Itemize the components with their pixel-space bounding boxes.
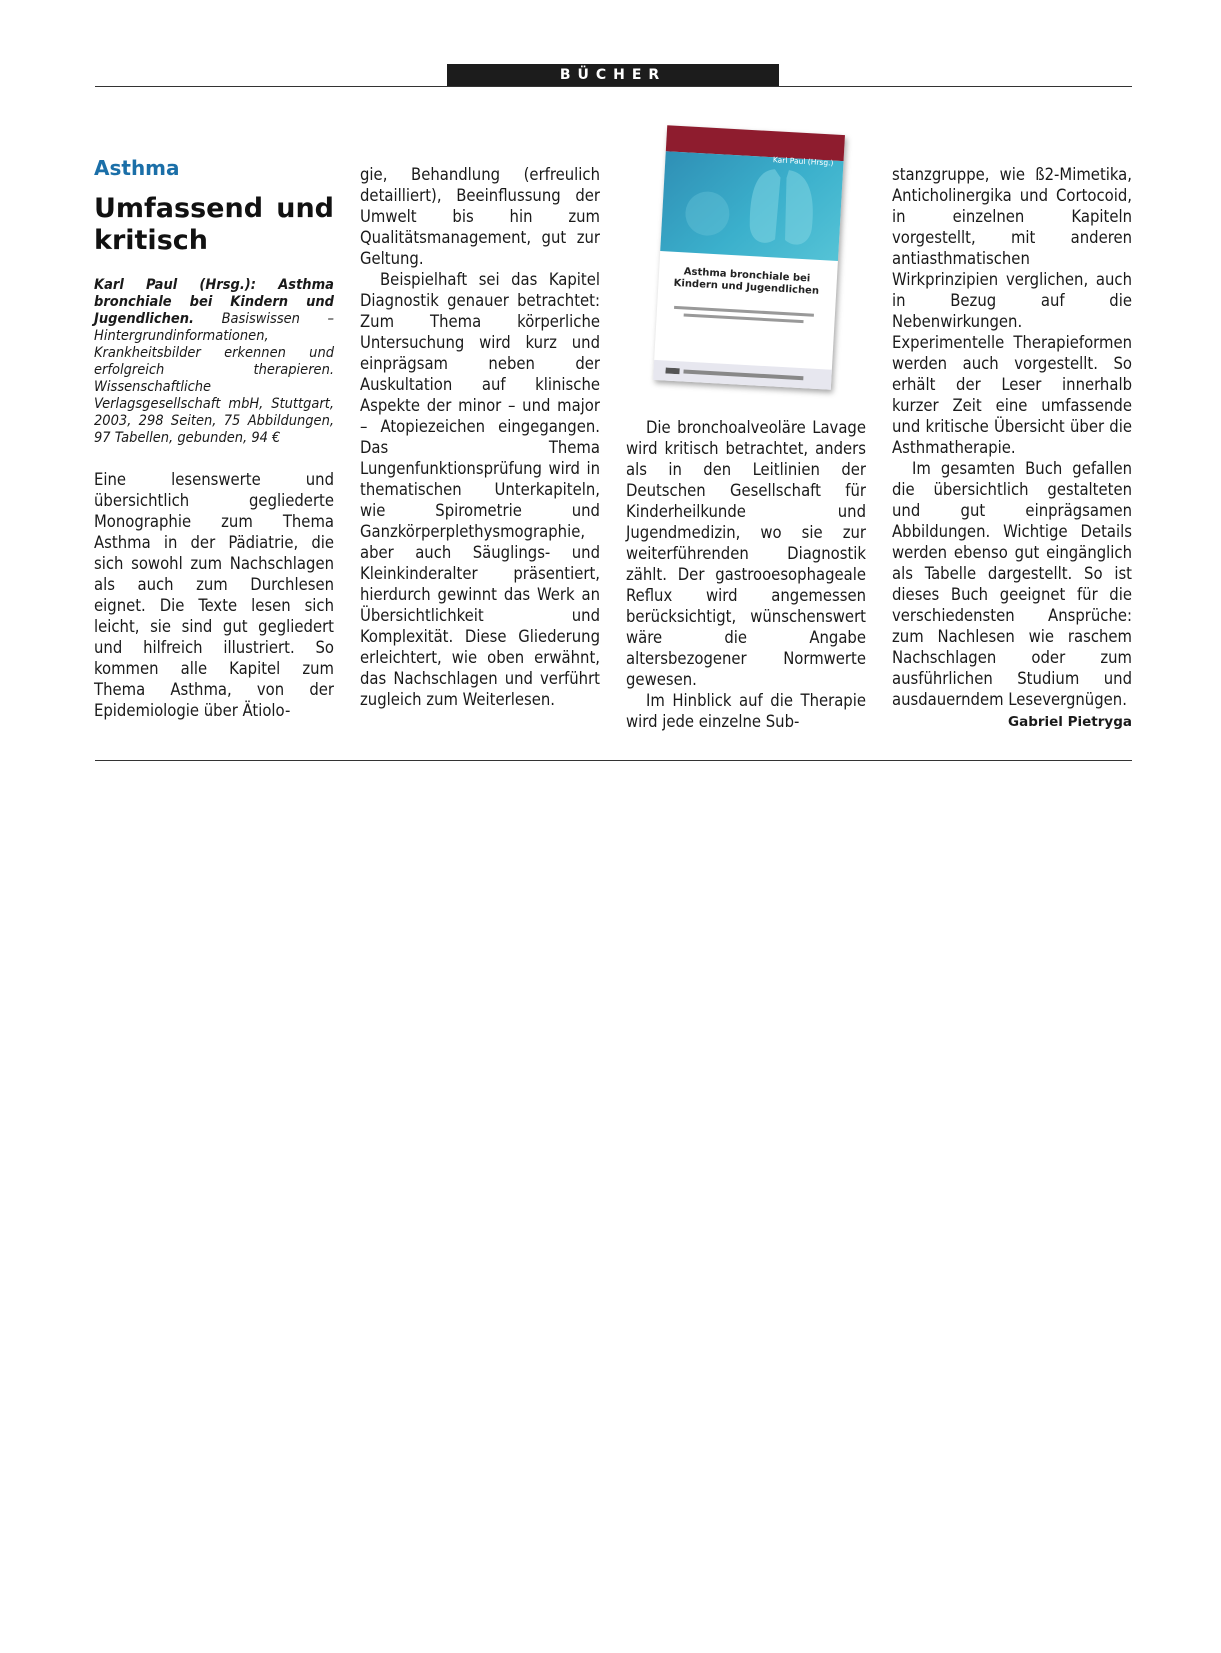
- cover-title: Asthma bronchiale bei Kindern und Jugendlichen: [673, 266, 820, 297]
- bibliographic-info: [94, 277, 334, 447]
- book-cover: [653, 125, 845, 390]
- paragraph-text: Im gesamten Buch gefallen die übersichtlich gestalteten und gut einprägsamen Abbildungen. Wichtige Details werden ebenso gut eingänglich als Tabelle dargestellt. So ist dieses Buch geeignet für die verschiedensten Ansprüche: zum Nachlesen wie raschem Nachschlagen oder zum ausführlichen Studium und ausdauerndem Lesevergnügen.: [892, 459, 1132, 709]
- column-2: [360, 164, 600, 710]
- column-3: [626, 417, 866, 732]
- top-rule: [95, 86, 1132, 87]
- column-4: [892, 164, 1132, 733]
- book-title: Karl Paul (Hrsg.): Asthma bronchiale bei Kindern und Jugendlichen.: [94, 277, 334, 327]
- paragraph: [892, 458, 1132, 730]
- cover-subtitle: [668, 304, 819, 331]
- section-header: BÜCHER: [447, 64, 779, 86]
- paragraph: Die bronchoalveoläre Lavage wird kritisch betrachtet, anders als in den Leitlinien der Deutschen Gesellschaft für Kinderheilkunde und Jugendmedizin, wo sie zur weiterführenden Diagnostik zählt. Der gastrooesophageale Reflux wird angemessen berücksichtigt, wünschenswert wäre die Angabe altersbezogener Normwerte gewesen.: [626, 418, 866, 689]
- paragraph: stanzgruppe, wie ß2-Mimetika, Anticholinergika und Cortocoid, in einzelnen Kapiteln vorgestellt, mit anderen antiasthmatischen Wirkprinzipien verglichen, auch in Bezug auf die Nebenwirkungen. Experimentelle Therapieformen werden auch vorgestellt. So erhält der Leser innerhalb kurzer Zeit eine umfassende und kritische Übersicht über die Asthmatherapie.: [892, 165, 1132, 457]
- paragraph: Beispielhaft sei das Kapitel Diagnostik genauer betrachtet: Zum Thema körperliche Untersuchung wird kurz und einprägsam neben der Auskultation auf klinische Aspekte der minor – und major – Atopiezeichen eingegangen. Das Thema Lungenfunktionsprüfung wird in thematischen Unterkapiteln, wie Spirometrie und Ganzkörperplethysmographie, aber auch Säuglings- und Kleinkinderalter präsentiert, hierdurch gewinnt das Werk an Übersichtlichkeit und Komplexität. Diese Gliederung erleichtert, wie oben erwähnt, das Nachschlagen und verführt zugleich zum Weiterlesen.: [360, 270, 600, 709]
- cover-editor: Karl Paul (Hrsg.): [772, 155, 834, 168]
- author-byline: Gabriel Pietryga: [1008, 714, 1132, 730]
- book-details: Basiswissen – Hintergrundinformationen, Krankheitsbilder erkennen und erfolgreich therapieren. Wissenschaftliche Verlagsgesellschaft mbH, Stuttgart, 2003, 298 Seiten, 75 Abbildungen, 97 Tabellen, gebunden, 94 €: [94, 311, 334, 446]
- paragraph: gie, Behandlung (erfreulich detailliert), Beeinflussung der Umwelt bis hin zum Qualitätsmanagement, gut zur Geltung.: [360, 165, 600, 268]
- bottom-rule: [95, 760, 1132, 761]
- article-kicker: Asthma: [94, 156, 180, 180]
- cover-illustration: [660, 151, 843, 261]
- paragraph: Im Hinblick auf die Therapie wird jede einzelne Sub-: [626, 691, 866, 731]
- paragraph: Eine lesenswerte und übersichtlich gegliederte Monographie zum Thema Asthma in der Pädiatrie, die sich sowohl zum Nachschlagen als auch zum Durchlesen eignet. Die Texte lesen sich leicht, sie sind gut gegliedert und hilfreich illustriert. So kommen alle Kapitel zum Thema Asthma, von der Epidemiologie über Ätiolo-: [94, 470, 334, 720]
- article-headline: Umfassend und kritisch: [94, 193, 334, 256]
- book-cover-image: [648, 122, 848, 402]
- column-1: [94, 158, 334, 721]
